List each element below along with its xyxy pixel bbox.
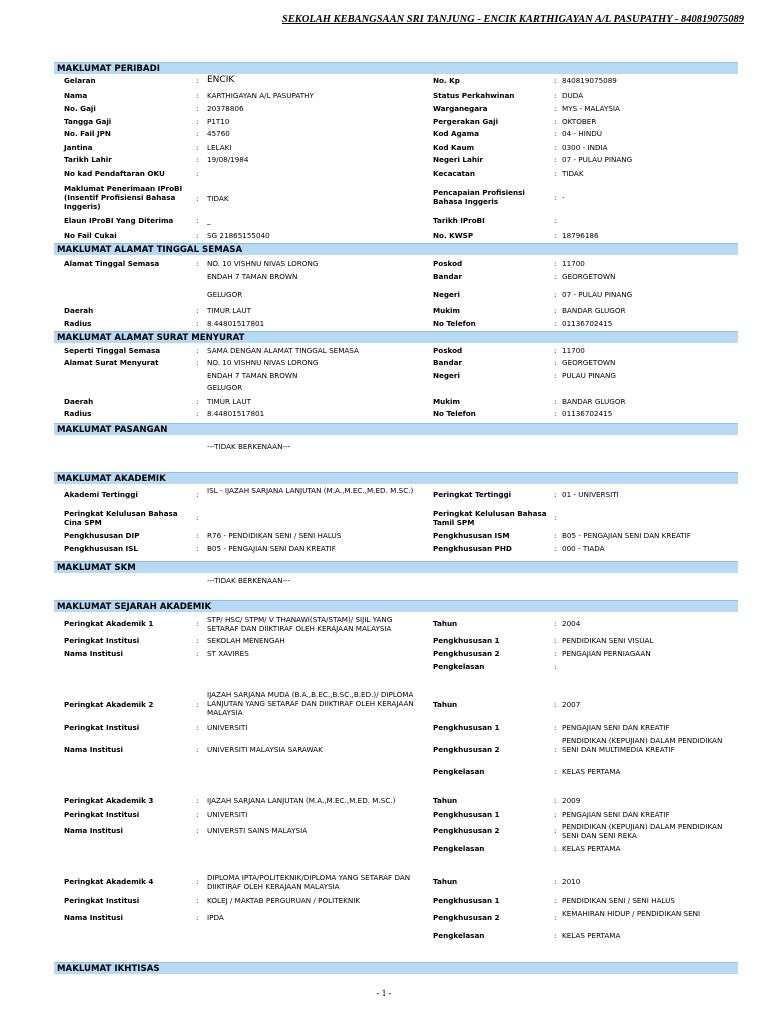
field-colon: : [196, 194, 199, 203]
field-value: UNIVERSITI [207, 810, 248, 819]
field-value: 20378806 [207, 104, 244, 113]
field-label: Warganegara [433, 104, 488, 113]
field-value: ENDAH 7 TAMAN BROWN [207, 371, 298, 380]
field-label: Maklumat Penerimaan IProBI (Insentif Profisiensi Bahasa Inggeris) [64, 184, 183, 211]
field-label: Tahun [433, 700, 458, 709]
field-value: R76 - PENDIDIKAN SENI / SENI HALUS [207, 531, 342, 540]
field-value: B05 - PENGAJIAN SENI DAN KREATIF [562, 531, 691, 540]
field-value: - [562, 193, 565, 202]
field-label: Poskod [433, 259, 463, 268]
field-colon: : [196, 319, 199, 328]
field-colon: : [196, 544, 199, 553]
field-label: Alamat Surat Menyurat [64, 358, 159, 367]
field-colon: : [554, 636, 557, 645]
field-value: PENDIDIKAN (KEPUJIAN) DALAM PENDIDIKAN SENI DAN MULTIMEDIA KREATIF [562, 736, 723, 754]
field-label: No Telefon [433, 409, 476, 418]
field-colon: : [554, 877, 557, 886]
field-label: Nama [64, 91, 88, 100]
field-value: GEORGETOWN [562, 358, 616, 367]
field-colon: : [196, 306, 199, 315]
field-value: PENDIDIKAN SENI VISUAL [562, 636, 654, 645]
field-value: KELAS PERTAMA [562, 844, 621, 853]
field-value: 840819075089 [562, 76, 617, 85]
field-colon: : [554, 358, 557, 367]
field-value: SEKOLAH MENENGAH [207, 636, 285, 645]
field-colon: : [554, 290, 557, 299]
field-value: GELUGOR [207, 290, 243, 299]
field-label: Peringkat Institusi [64, 810, 140, 819]
field-value: 2010 [562, 877, 581, 886]
field-label: Peringkat Tertinggi [433, 490, 512, 499]
field-colon: : [554, 231, 557, 240]
field-colon: : [196, 169, 199, 178]
field-label: Peringkat Akademik 2 [64, 700, 154, 709]
field-value: PENDIDIKAN SENI / SENI HALUS [562, 896, 675, 905]
skm-note: ---TIDAK BERKENAAN--- [207, 576, 291, 585]
field-value: 11700 [562, 259, 585, 268]
field-value: 000 - TIADA [562, 544, 605, 553]
field-label: Bandar [433, 272, 462, 281]
field-value: 18796186 [562, 231, 599, 240]
field-label: Poskod [433, 346, 463, 355]
field-value: 2004 [562, 619, 581, 628]
field-label: Nama Institusi [64, 649, 123, 658]
field-label: Mukim [433, 397, 461, 406]
field-colon: : [554, 700, 557, 709]
section-maklumat-alamat-surat-menyurat: MAKLUMAT ALAMAT SURAT MENYURAT [54, 331, 738, 343]
field-colon: : [196, 826, 199, 835]
field-value: KELAS PERTAMA [562, 931, 621, 940]
field-colon: : [554, 662, 557, 671]
field-colon: : [196, 490, 199, 499]
field-colon: : [196, 913, 199, 922]
field-colon: : [196, 810, 199, 819]
field-colon: : [196, 649, 199, 658]
field-colon: : [196, 91, 199, 100]
field-value: 2009 [562, 796, 581, 805]
field-colon: : [554, 216, 557, 225]
field-colon: : [554, 193, 557, 202]
field-label: No kad Pendaftaran OKU [64, 169, 165, 178]
field-label: Pengkhususan 1 [433, 723, 500, 732]
field-value: ST XAVIRES [207, 649, 249, 658]
field-value: BANDAR GLUGOR [562, 306, 626, 315]
field-colon: : [196, 619, 199, 628]
field-colon: : [196, 700, 199, 709]
field-label: Pengkhususan 2 [433, 649, 500, 658]
field-value: 8.44801517801 [207, 409, 265, 418]
field-label: No Fail Cukai [64, 231, 117, 240]
field-label: Akademi Tertinggi [64, 490, 138, 499]
field-label: Jantina [64, 143, 93, 152]
field-label: Gelaran [64, 76, 96, 85]
field-label: Peringkat Institusi [64, 636, 140, 645]
field-colon: : [554, 319, 557, 328]
field-label: Negeri [433, 371, 460, 380]
field-value: TIDAK [207, 194, 229, 203]
field-value: 01136702415 [562, 319, 613, 328]
field-colon: : [554, 649, 557, 658]
field-label: Peringkat Kelulusan Bahasa Tamil SPM [433, 509, 547, 527]
field-colon: : [196, 259, 199, 268]
field-colon: : [554, 826, 557, 835]
field-colon: : [554, 796, 557, 805]
field-colon: : [196, 155, 199, 164]
field-value: 2007 [562, 700, 581, 709]
field-value: GELUGOR [207, 383, 243, 392]
field-value: OKTOBER [562, 117, 597, 126]
field-label: Mukim [433, 306, 461, 315]
field-value: 8.44801517801 [207, 319, 265, 328]
field-value: 19/08/1984 [207, 155, 249, 164]
field-value: PENGAJIAN SENI DAN KREATIF [562, 723, 670, 732]
field-label: Peringkat Akademik 3 [64, 796, 154, 805]
field-colon: : [196, 358, 199, 367]
field-label: Nama Institusi [64, 913, 123, 922]
field-colon: : [196, 409, 199, 418]
field-colon: : [554, 896, 557, 905]
field-colon: : [196, 745, 199, 754]
field-value: IJAZAH SARJANA MUDA (B.A.,B.EC.,B.SC.,B.ED.)/ DIPLOMA LANJUTAN YANG SETARAF DAN DIIKTIRAF OLEH KERAJAAN MALAYSIA [207, 690, 414, 717]
field-value: IPDA [207, 913, 224, 922]
field-label: No. Fail JPN [64, 129, 111, 138]
field-value: ISL - IJAZAH SARJANA LANJUTAN (M.A.,M.EC.,M.ED. M.SC.) [207, 486, 414, 495]
field-label: Negeri Lahir [433, 155, 483, 164]
field-colon: : [554, 810, 557, 819]
field-label: Peringkat Institusi [64, 723, 140, 732]
field-colon: : [196, 723, 199, 732]
field-colon: : [554, 913, 557, 922]
field-label: Pengkhususan 1 [433, 810, 500, 819]
field-label: Radius [64, 409, 92, 418]
field-value: UNIVERSITI [207, 723, 248, 732]
field-colon: : [196, 143, 199, 152]
field-value: NO. 10 VISHNU NIVAS LORONG [207, 259, 319, 268]
field-label: Daerah [64, 306, 94, 315]
field-label: Bandar [433, 358, 462, 367]
field-colon: : [554, 272, 557, 281]
field-value: 11700 [562, 346, 585, 355]
section-maklumat-skm: MAKLUMAT SKM [54, 561, 738, 573]
field-colon: : [554, 155, 557, 164]
field-colon: : [196, 231, 199, 240]
field-value: PENGAJIAN SENI DAN KREATIF [562, 810, 670, 819]
field-colon: : [196, 346, 199, 355]
field-value: 07 - PULAU PINANG [562, 290, 633, 299]
field-label: Seperti Tinggal Semasa [64, 346, 161, 355]
field-label: Tarikh IProBI [433, 216, 485, 225]
field-value: DIPLOMA IPTA/POLITEKNIK/DIPLOMA YANG SETARAF DAN DIIKTIRAF OLEH KERAJAAN MALAYSIA [207, 873, 411, 891]
field-value: IJAZAH SARJANA LANJUTAN (M.A.,M.EC.,M.ED. M.SC.) [207, 796, 396, 805]
field-colon: : [196, 216, 199, 225]
field-label: Pengkelasan [433, 662, 485, 671]
section-maklumat-ikhtisas: MAKLUMAT IKHTISAS [54, 962, 738, 974]
field-value: DUDA [562, 91, 584, 100]
field-label: Kecacatan [433, 169, 475, 178]
field-colon: : [554, 169, 557, 178]
field-label: Daerah [64, 397, 94, 406]
field-label: Tahun [433, 877, 458, 886]
field-label: Peringkat Akademik 4 [64, 877, 154, 886]
field-colon: : [554, 306, 557, 315]
field-colon: : [554, 117, 557, 126]
field-value: _ [207, 216, 211, 225]
field-label: Pengkhususan ISM [433, 531, 510, 540]
field-value: ENDAH 7 TAMAN BROWN [207, 272, 298, 281]
field-label: Pengkhususan 2 [433, 745, 500, 754]
field-label: Pencapaian Profisiensi Bahasa Inggeris [433, 188, 525, 206]
field-colon: : [196, 896, 199, 905]
field-value: 04 - HINDU [562, 129, 603, 138]
field-colon: : [554, 91, 557, 100]
field-value: KELAS PERTAMA [562, 767, 621, 776]
field-label: Tarikh Lahir [64, 155, 112, 164]
field-colon: : [554, 397, 557, 406]
field-colon: : [554, 143, 557, 152]
section-maklumat-alamat-tinggal-semasa: MAKLUMAT ALAMAT TINGGAL SEMASA [54, 243, 738, 255]
field-label: No. KWSP [433, 231, 474, 240]
section-maklumat-akademik: MAKLUMAT AKADEMIK [54, 472, 738, 484]
page-header: SEKOLAH KEBANGSAAN SRI TANJUNG - ENCIK KARTHIGAYAN A/L PASUPATHY - 840819075089 [281, 14, 744, 25]
field-colon: : [554, 490, 557, 499]
field-value: 01 - UNIVERSITI [562, 490, 619, 499]
field-label: No. Gaji [64, 104, 96, 113]
field-label: Kod Kaum [433, 143, 475, 152]
field-colon: : [554, 531, 557, 540]
field-label: Nama Institusi [64, 826, 123, 835]
field-label: Status Perkahwinan [433, 91, 515, 100]
field-label: Alamat Tinggal Semasa [64, 259, 160, 268]
field-value: 0300 - INDIA [562, 143, 608, 152]
field-colon: : [554, 767, 557, 776]
field-label: Radius [64, 319, 92, 328]
field-value: KARTHIGAYAN A/L PASUPATHY [207, 91, 314, 100]
field-value: STP/ HSC/ STPM/ V THANAWI(STA/STAM)/ SIJIL YANG SETARAF DAN DIIKTIRAF OLEH KERAJAAN MALAYSIA [207, 615, 393, 633]
field-colon: : [554, 371, 557, 380]
field-colon: : [554, 723, 557, 732]
field-colon: : [554, 844, 557, 853]
field-label: Pengkhususan 2 [433, 826, 500, 835]
field-colon: : [196, 397, 199, 406]
field-value: TIMUR LAUT [207, 397, 251, 406]
field-value: TIMUR LAUT [207, 306, 251, 315]
field-colon: : [196, 531, 199, 540]
field-value: 01136702415 [562, 409, 613, 418]
field-colon: : [554, 544, 557, 553]
field-colon: : [554, 129, 557, 138]
field-label: Pengkhususan 1 [433, 636, 500, 645]
field-value: B05 - PENGAJIAN SENI DAN KREATIF [207, 544, 336, 553]
field-colon: : [196, 129, 199, 138]
field-colon: : [196, 877, 199, 886]
field-value: PENDIDIKAN (KEPUJIAN) DALAM PENDIDIKAN SENI DAN SENI REKA [562, 822, 723, 840]
field-label: Tangga Gaji [64, 117, 112, 126]
field-value: GEORGETOWN [562, 272, 616, 281]
field-label: Pergerakan Gaji [433, 117, 499, 126]
field-value: SAMA DENGAN ALAMAT TINGGAL SEMASA [207, 346, 359, 355]
field-value: ENCIK [207, 75, 235, 85]
field-label: Tahun [433, 796, 458, 805]
field-colon: : [196, 104, 199, 113]
field-colon: : [554, 104, 557, 113]
field-colon: : [196, 636, 199, 645]
field-value: PULAU PINANG [562, 371, 616, 380]
field-colon: : [554, 745, 557, 754]
field-colon: : [196, 76, 199, 85]
field-value: MYS - MALAYSIA [562, 104, 620, 113]
field-colon: : [554, 409, 557, 418]
section-maklumat-peribadi: MAKLUMAT PERIBADI [54, 62, 738, 74]
field-label: Pengkhususan DIP [64, 531, 140, 540]
field-colon: : [554, 931, 557, 940]
field-value: BANDAR GLUGOR [562, 397, 626, 406]
field-label: Pengkhususan 2 [433, 913, 500, 922]
field-value: 07 - PULAU PINANG [562, 155, 633, 164]
page-number: - 1 - [376, 988, 392, 998]
field-label: Tahun [433, 619, 458, 628]
field-value: PENGAJIAN PERNIAGAAN [562, 649, 651, 658]
field-label: Pengkelasan [433, 931, 485, 940]
section-maklumat-sejarah-akademik: MAKLUMAT SEJARAH AKADEMIK [54, 600, 738, 612]
field-colon: : [554, 259, 557, 268]
field-value: KEMAHIRAN HIDUP / PENDIDIKAN SENI [562, 909, 701, 918]
field-label: Pengkhususan PHD [433, 544, 512, 553]
field-colon: : [554, 513, 557, 522]
field-value: SG 21865155040 [207, 231, 270, 240]
pasangan-note: ---TIDAK BERKENAAN--- [207, 442, 291, 451]
field-label: Pengkhususan 1 [433, 896, 500, 905]
field-label: Peringkat Akademik 1 [64, 619, 154, 628]
field-value: KOLEJ / MAKTAB PERGURUAN / POLITEKNIK [207, 896, 361, 905]
field-value: UNIVERSTI SAINS MALAYSIA [207, 826, 308, 835]
field-colon: : [554, 346, 557, 355]
field-value: 45760 [207, 129, 230, 138]
field-value: LELAKI [207, 143, 232, 152]
field-label: Pengkhususan ISL [64, 544, 138, 553]
field-label: Negeri [433, 290, 460, 299]
field-value: TIDAK [562, 169, 584, 178]
section-maklumat-pasangan: MAKLUMAT PASANGAN [54, 423, 738, 435]
field-value: P1T10 [207, 117, 230, 126]
field-label: Pengkelasan [433, 844, 485, 853]
field-label: Peringkat Kelulusan Bahasa Cina SPM [64, 509, 178, 527]
field-label: Kod Agama [433, 129, 479, 138]
field-value: UNIVERSITI MALAYSIA SARAWAK [207, 745, 323, 754]
field-label: Pengkelasan [433, 767, 485, 776]
field-colon: : [554, 619, 557, 628]
field-label: No Telefon [433, 319, 476, 328]
field-value: NO. 10 VISHNU NIVAS LORONG [207, 358, 319, 367]
field-colon: : [554, 76, 557, 85]
field-colon: : [196, 117, 199, 126]
field-colon: : [196, 513, 199, 522]
field-label: Peringkat Institusi [64, 896, 140, 905]
field-label: Elaun IProBI Yang Diterima [64, 216, 174, 225]
field-label: No. Kp [433, 76, 460, 85]
field-colon: : [196, 796, 199, 805]
field-label: Nama Institusi [64, 745, 123, 754]
